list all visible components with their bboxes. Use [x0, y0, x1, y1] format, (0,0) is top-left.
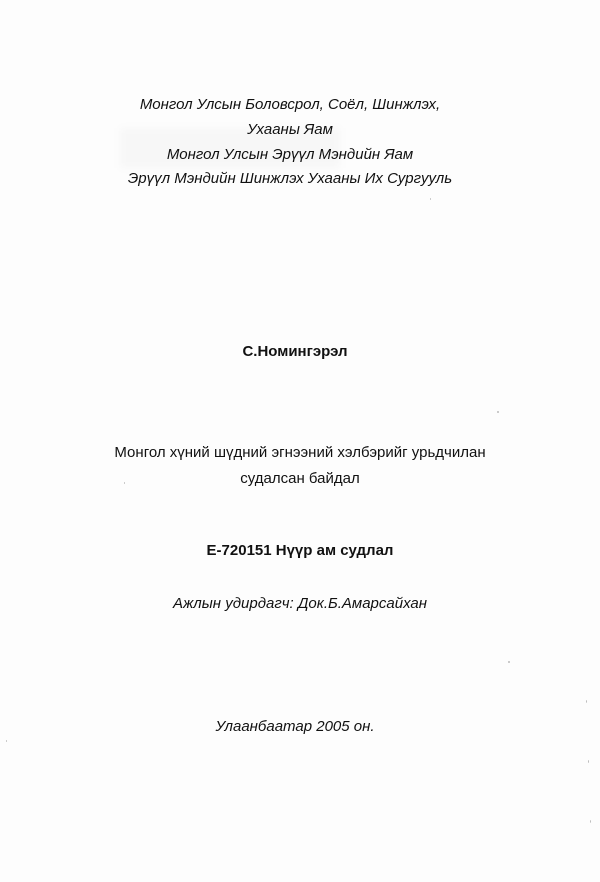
supervisor: Ажлын удирдагч: Док.Б.Амарсайхан [172, 595, 428, 612]
scan-speck [590, 820, 591, 823]
scan-speck [6, 740, 7, 742]
institution-line-4: Эрүүл Мэндийн Шинжлэх Ухааны Их Сургууль [127, 170, 453, 187]
scan-speck [430, 198, 431, 200]
thesis-title-line-1: Монгол хүний шүдний эгнээний хэлбэрийг урьдчилан [114, 444, 486, 461]
institution-line-2: Ухааны Яам [247, 121, 333, 138]
scan-speck [124, 482, 125, 484]
author-name: С.Номингэрэл [242, 343, 348, 360]
place-and-date: Улаанбаатар 2005 он. [215, 718, 375, 735]
scan-speck [586, 700, 587, 703]
thesis-title-line-2: судалсан байдал [240, 470, 360, 487]
course-code: E-720151 Нүүр ам судлал [206, 542, 394, 559]
scan-speck [497, 411, 499, 413]
scan-speck [588, 760, 589, 763]
scan-speck [508, 661, 510, 663]
institution-line-3: Монгол Улсын Эрүүл Мэндийн Яам [166, 146, 414, 163]
institution-line-1: Монгол Улсын Боловсрол, Соёл, Шинжлэх, [139, 96, 441, 113]
